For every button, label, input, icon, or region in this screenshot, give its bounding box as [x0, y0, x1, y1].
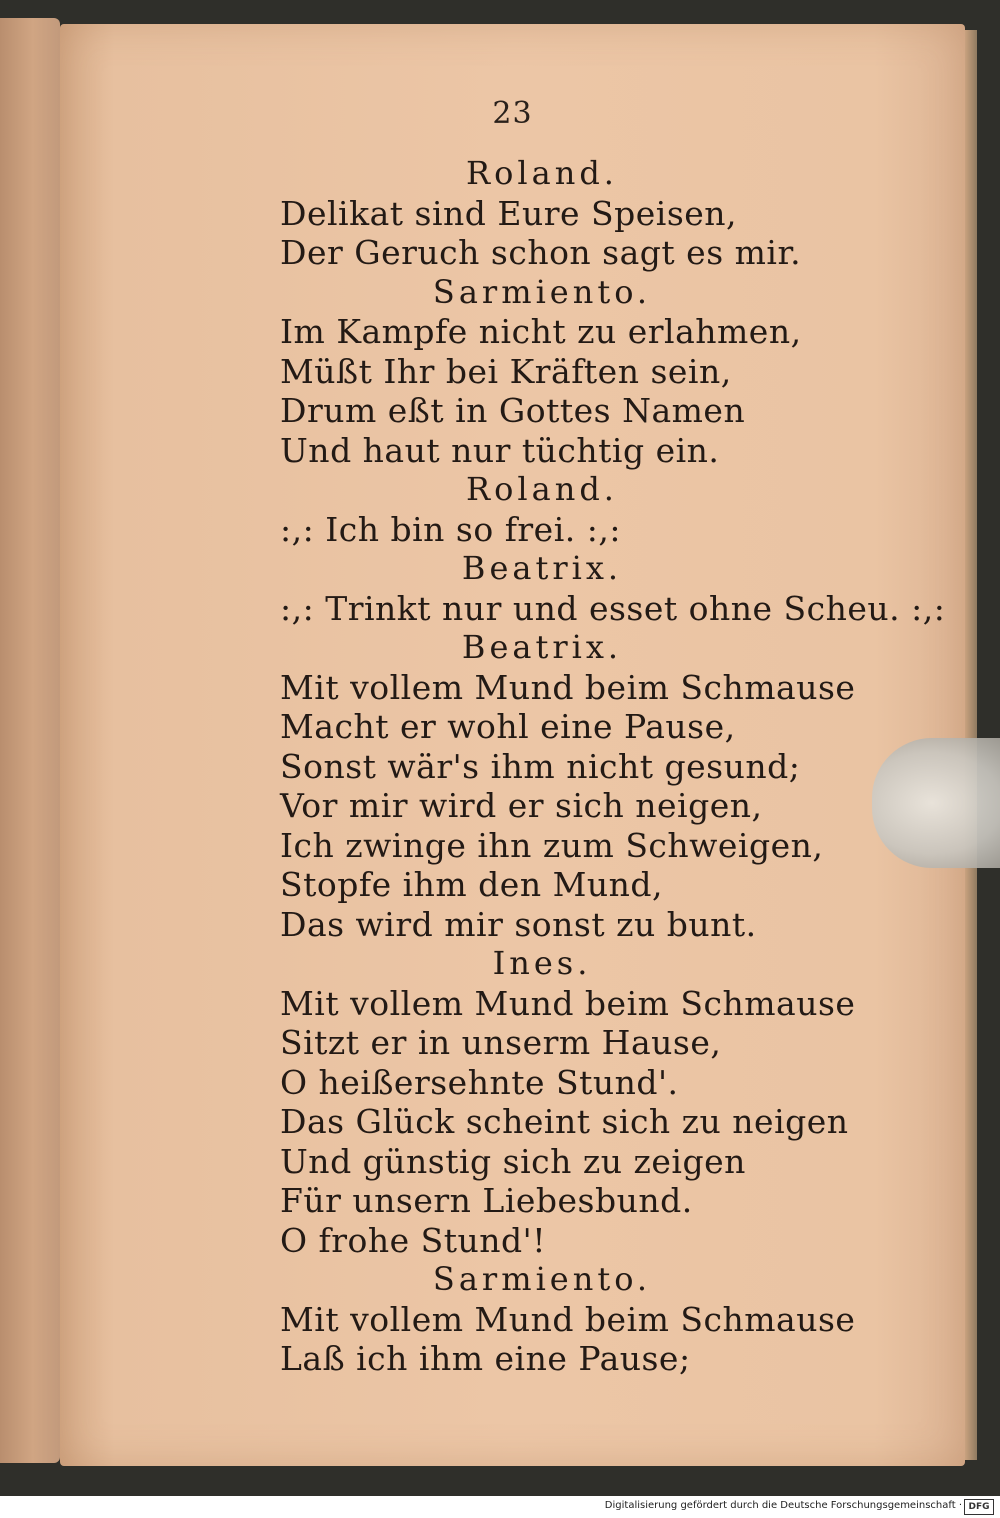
verse-line: Delikat sind Eure Speisen,	[280, 193, 738, 233]
verse-line: Drum eßt in Gottes Namen	[280, 391, 746, 430]
verse-line: O heißersehnte Stund'.	[280, 1062, 679, 1102]
verse-line: Das wird mir sonst zu bunt.	[280, 904, 757, 944]
verse-line: Und günstig sich zu zeigen	[280, 1141, 746, 1181]
verse-line: O frohe Stund'!	[280, 1220, 547, 1260]
verse-line: Und haut nur tüchtig ein.	[280, 430, 720, 470]
speaker-name: Ines.	[492, 944, 592, 982]
verse-line: Stopfe ihm den Mund,	[280, 865, 663, 904]
verse-line: Sonst wär's ihm nicht gesund;	[280, 746, 801, 786]
page-number: 23	[492, 96, 533, 131]
page-text	[212, 154, 946, 1379]
verse-line: Mit vollem Mund beim Schmause	[280, 667, 856, 707]
speaker-name: Beatrix.	[461, 628, 623, 666]
speaker-name: Sarmiento.	[432, 1260, 652, 1298]
verse-line: Ich zwinge ihn zum Schweigen,	[280, 825, 824, 865]
previous-page-edge	[0, 18, 60, 1463]
verse-line: Laß ich ihm eine Pause;	[280, 1339, 691, 1378]
speaker-name: Roland.	[466, 470, 618, 508]
verse-line: Mit vollem Mund beim Schmause	[280, 1299, 856, 1339]
dfg-logo: DFG	[964, 1499, 994, 1515]
verse-line: Für unsern Liebesbund.	[280, 1181, 693, 1220]
verse-line: Der Geruch schon sagt es mir.	[280, 233, 802, 272]
verse-line: Müßt Ihr bei Kräften sein,	[280, 351, 732, 391]
funding-credit: Digitalisierung gefördert durch die Deutsche Forschungsgemeinschaft ·	[604, 1500, 962, 1511]
verse-line: Vor mir wird er sich neigen,	[280, 786, 763, 825]
verse-line: Das Glück scheint sich zu neigen	[280, 1102, 849, 1141]
page-clip	[872, 738, 1000, 868]
verse-line: :,: Ich bin so frei. :,:	[280, 509, 621, 549]
verse-line: :,: Trinkt nur und esset ohne Scheu. :,:	[280, 588, 946, 628]
speaker-name: Beatrix.	[461, 549, 623, 587]
speaker-name: Roland.	[466, 154, 618, 192]
verse-line: Im Kampfe nicht zu erlahmen,	[280, 312, 802, 351]
verse-line: Macht er wohl eine Pause,	[280, 707, 736, 746]
verse-line: Sitzt er in unserm Hause,	[280, 1023, 722, 1062]
speaker-name: Sarmiento.	[432, 272, 652, 311]
verse-line: Mit vollem Mund beim Schmause	[280, 983, 856, 1023]
book-page	[60, 24, 965, 1466]
